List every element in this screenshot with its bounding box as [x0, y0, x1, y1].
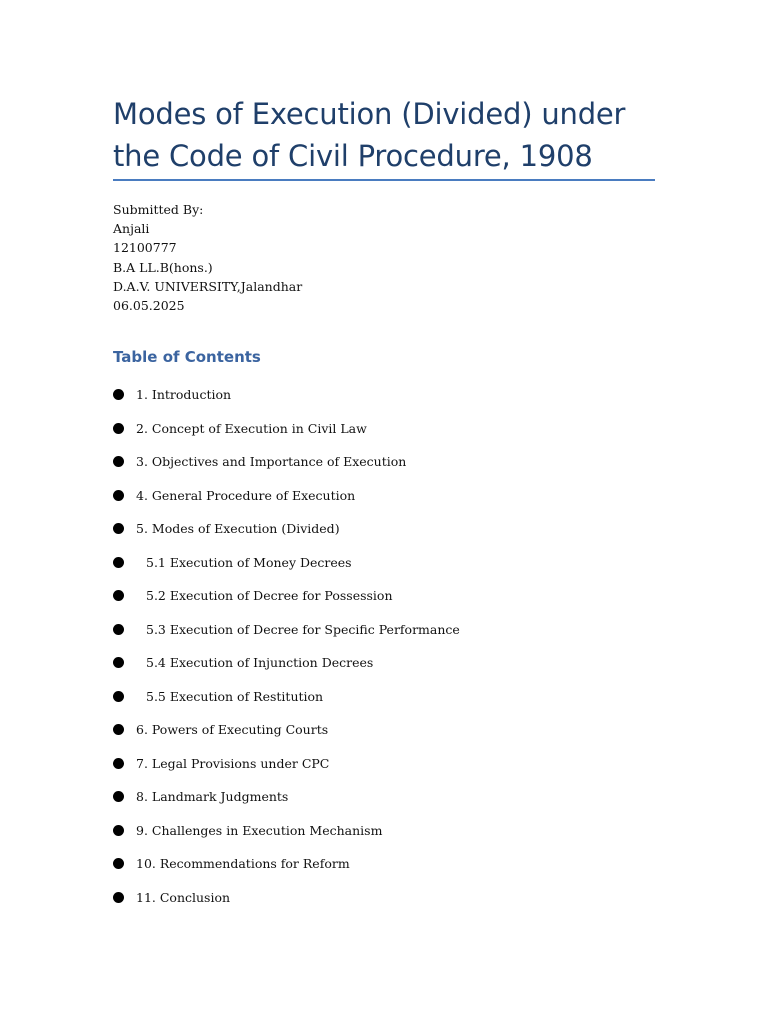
toc-item-label: 2. Concept of Execution in Civil Law [136, 420, 367, 436]
bullet-icon [113, 892, 124, 903]
bullet-icon [113, 691, 124, 702]
toc-item [113, 713, 460, 747]
bullet-icon [113, 456, 124, 467]
toc-item-label: 6. Powers of Executing Courts [136, 722, 329, 738]
toc-item-label: 7. Legal Provisions under CPC [136, 755, 330, 771]
bullet-icon [113, 657, 124, 668]
university-name: D.A.V. UNIVERSITY,Jalandhar [113, 278, 303, 294]
submitted-by-label: Submitted By: [113, 202, 204, 217]
toc-heading: Table of Contents [113, 348, 261, 366]
toc-subitem [113, 546, 460, 580]
bullet-icon [113, 825, 124, 836]
toc-item [113, 412, 460, 446]
bullet-icon [113, 490, 124, 501]
toc-item [113, 847, 460, 881]
toc-item-label: 1. Introduction [136, 387, 232, 403]
toc-item [113, 814, 460, 848]
toc-item-label: 5.2 Execution of Decree for Possession [146, 588, 393, 604]
submission-details [113, 200, 302, 315]
roll-number: 12100777 [113, 240, 177, 256]
document-title: Modes of Execution (Divided) under the Code of Civil Procedure, 1908 [113, 97, 626, 173]
toc-item-label: 11. Conclusion [136, 889, 231, 905]
toc-item-label: 5. Modes of Execution (Divided) [136, 521, 340, 537]
toc-subitem [113, 646, 460, 680]
toc-subitem [113, 680, 460, 714]
toc-item [113, 378, 460, 412]
submission-date: 06.05.2025 [113, 298, 185, 314]
toc-item-label: 9. Challenges in Execution Mechanism [136, 822, 383, 838]
bullet-icon [113, 791, 124, 802]
bullet-icon [113, 557, 124, 568]
bullet-icon [113, 523, 124, 534]
toc-item-label: 4. General Procedure of Execution [136, 487, 356, 503]
bullet-icon [113, 758, 124, 769]
bullet-icon [113, 624, 124, 635]
bullet-icon [113, 590, 124, 601]
title-underline-rule [113, 179, 655, 181]
toc-item [113, 780, 460, 814]
toc-item-label: 10. Recommendations for Reform [136, 856, 350, 872]
bullet-icon [113, 423, 124, 434]
toc-item-label: 8. Landmark Judgments [136, 789, 289, 805]
toc-subitem [113, 613, 460, 647]
toc-item-label: 5.3 Execution of Decree for Specific Performance [146, 621, 460, 637]
student-name: Anjali [113, 221, 150, 237]
toc-item [113, 479, 460, 513]
toc-subitem [113, 579, 460, 613]
bullet-icon [113, 389, 124, 400]
toc-item [113, 512, 460, 546]
toc-item-label: 5.5 Execution of Restitution [146, 688, 324, 704]
toc-item-label: 5.4 Execution of Injunction Decrees [146, 655, 374, 671]
toc-item-label: 3. Objectives and Importance of Execution [136, 454, 407, 470]
bullet-icon [113, 858, 124, 869]
toc-item [113, 445, 460, 479]
toc-item [113, 881, 460, 915]
toc-item-label: 5.1 Execution of Money Decrees [146, 554, 352, 570]
toc-list [113, 378, 460, 914]
course-name: B.A LL.B(hons.) [113, 259, 213, 275]
bullet-icon [113, 724, 124, 735]
toc-item [113, 747, 460, 781]
